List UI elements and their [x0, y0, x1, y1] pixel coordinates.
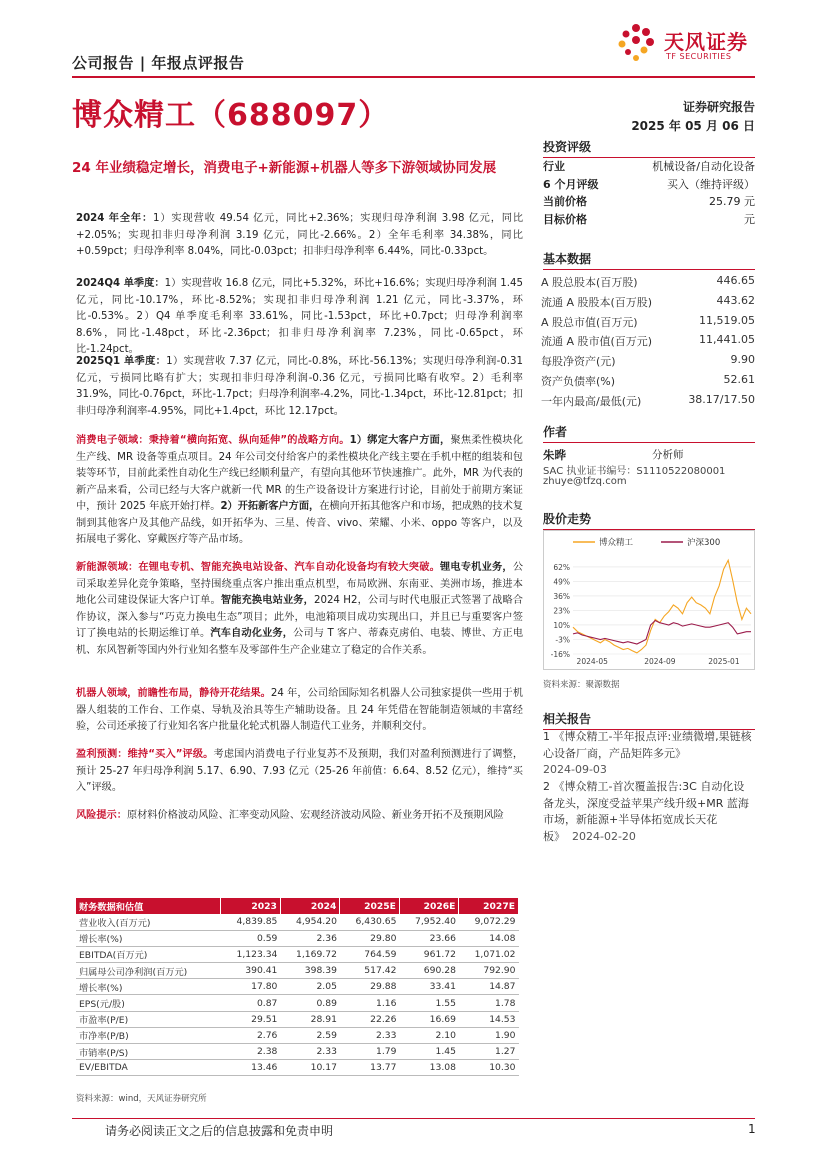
table-cell: 33.41: [399, 979, 459, 995]
rating-value: 元: [744, 212, 755, 226]
table-cell: 9,072.29: [459, 914, 519, 930]
chart-source: 资料来源：聚源数据: [543, 680, 620, 690]
table-cell: 961.72: [399, 946, 459, 962]
table-row: [76, 995, 519, 1011]
basic-data-value: 11,441.05: [699, 333, 755, 347]
basic-data-row: [541, 294, 755, 310]
table-row: [76, 979, 519, 995]
table-header: 2023: [221, 898, 281, 914]
basic-data-value: 38.17/17.50: [688, 392, 755, 406]
table-cell: 792.90: [459, 963, 519, 979]
table-cell: 29.80: [340, 930, 400, 946]
rating-value: 25.79 元: [709, 195, 755, 208]
table-cell: 2.59: [280, 1027, 340, 1043]
table-cell: 2.36: [280, 930, 340, 946]
y-tick-label: -3%: [555, 635, 570, 645]
table-cell: 1.78: [459, 995, 519, 1011]
basic-data-value: 11,519.05: [699, 313, 755, 327]
rating-row: [543, 158, 755, 174]
y-tick-label: 49%: [553, 577, 570, 587]
table-row-label: EBITDA(百万元): [76, 946, 221, 962]
basic-data-label: 流通 A 股股本(百万股): [541, 295, 653, 309]
y-tick-label: -16%: [550, 650, 570, 659]
y-tick-label: 23%: [553, 606, 570, 616]
table-row-label: 增长率(%): [76, 930, 221, 946]
table-row: [76, 946, 519, 962]
brand-logo: [614, 22, 764, 66]
table-cell: 0.87: [221, 995, 281, 1011]
risk-section: 风险提示：原材料价格波动风险、汇率变动风险、宏观经济波动风险、新业务开拓不及预期风险: [76, 810, 504, 821]
table-cell: 4,954.20: [280, 914, 340, 930]
table-header: 2026E: [399, 898, 459, 914]
table-cell: 2.33: [340, 1027, 400, 1043]
table-cell: 2.33: [280, 1044, 340, 1060]
brand-name-en: TF SECURITIES: [666, 52, 732, 61]
table-source: 资料来源：wind，天风证券研究所: [76, 1094, 207, 1104]
basic-data-value: 446.65: [716, 274, 755, 287]
basic-data-row: [541, 393, 755, 409]
table-row: [76, 963, 519, 979]
table-cell: 764.59: [340, 946, 400, 962]
basic-data-label: 流通 A 股市值(百万元): [541, 335, 653, 349]
basic-data-label: A 股总股本(百万股): [541, 276, 638, 289]
related-reports-title: 相关报告: [543, 710, 755, 730]
table-cell: 1.45: [399, 1044, 459, 1060]
table-cell: 14.08: [459, 930, 519, 946]
stock-chart-title: 股价走势: [543, 510, 755, 530]
legend-label: 博众精工: [599, 538, 634, 548]
basic-data-row: [541, 353, 755, 369]
table-cell: 10.17: [280, 1060, 340, 1076]
table-cell: 6,430.65: [340, 914, 400, 930]
author-title: 作者: [543, 423, 755, 443]
table-cell: 13.77: [340, 1060, 400, 1076]
author-email[interactable]: zhuye@tfzq.com: [543, 476, 627, 487]
y-tick-label: 36%: [553, 591, 570, 601]
table-row-label: EPS(元/股): [76, 995, 221, 1011]
rating-label: 6 个月评级: [543, 177, 599, 191]
author-role: 分析师: [652, 449, 684, 461]
table-row: [76, 1027, 519, 1043]
table-cell: 4,839.85: [221, 914, 281, 930]
basic-data-row: [541, 373, 755, 389]
basic-data-row: [541, 274, 755, 290]
summary-2025q1: 2025Q1 单季度：1）实现营收 7.37 亿元，同比-0.8%，环比-56.13%；实现归母净利润-0.31 亿元，亏损同比略有扩大；实现扣非归母净利润-0.36 亿元，亏损同比略有收窄。2）毛利率 31.9%，同比-0.76pct，环比-1.7pct；归母净利润率-4.2%，同比-1.34pct，环比-12.81pct；扣非归母净利润率-4.95%，同比+1.4pct，环比 12.17pct。: [76, 356, 524, 417]
table-cell: 13.46: [221, 1060, 281, 1076]
footer-divider: [72, 1118, 755, 1119]
table-cell: 1,123.34: [221, 946, 281, 962]
table-cell: 690.28: [399, 963, 459, 979]
brand-name: 天风证券: [664, 30, 748, 54]
report-type: 公司报告 | 年报点评报告: [72, 54, 245, 72]
table-cell: 7,952.40: [399, 914, 459, 930]
rating-label: 目标价格: [543, 212, 587, 226]
x-tick-label: 2025-01: [708, 657, 740, 666]
table-cell: 17.80: [221, 979, 281, 995]
table-row-label: 营业收入(百万元): [76, 914, 221, 930]
footer-disclaimer[interactable]: 请务必阅读正文之后的信息披露和免责申明: [105, 1124, 334, 1138]
table-cell: 1,071.02: [459, 946, 519, 962]
basic-data-label: 一年内最高/最低(元): [541, 394, 642, 408]
table-row-label: 市销率(P/S): [76, 1044, 221, 1060]
table-cell: 398.39: [280, 963, 340, 979]
basic-data-label: A 股总市值(百万元): [541, 315, 638, 329]
table-cell: 1.16: [340, 995, 400, 1011]
table-row-label: 市盈率(P/E): [76, 1011, 221, 1027]
table-header: 2027E: [459, 898, 519, 914]
rating-row: [543, 176, 755, 192]
table-header: 2025E: [340, 898, 400, 914]
table-cell: 1.27: [459, 1044, 519, 1060]
headline: 24 年业绩稳定增长，消费电子+新能源+机器人等多下游领域协同发展: [72, 160, 497, 176]
summary-2024: 2024 年全年：1）实现营收 49.54 亿元，同比+2.36%；实现归母净利润 3.98 亿元，同比+2.05%；实现扣非归母净利润 3.19 亿元，同比-2.66%。2）全年毛利率 34.38%，同比+0.59pct；归母净利率 8.04%，同比-0.03pct；扣非归母净利率 6.44%，同比-0.33pct。: [76, 213, 524, 257]
table-header: 2024: [280, 898, 340, 914]
table-cell: 1.55: [399, 995, 459, 1011]
table-cell: 1.79: [340, 1044, 400, 1060]
table-cell: 0.89: [280, 995, 340, 1011]
author-name: 朱晔: [543, 448, 566, 462]
table-cell: 2.38: [221, 1044, 281, 1060]
basic-data-label: 每股净资产(元): [541, 355, 616, 369]
new-energy-section: 新能源领域：在锂电专机、智能充换电站设备、汽车自动化设备均有较大突破。锂电专机业务，公司采取差异化竞争策略，坚持围绕重点客户推出重点机型，布局欧洲、东南亚、美洲市场，推进本地化公司建设保证大客户订单。智能充换电站业务，2024 H2，公司与时代电服正式签署了战略合作协议，深入参与“巧克力换电生态”项目；此外，电池箱项目成功实现出口，并且已与重要客户签订了换电站的长期运维订单。汽车自动化业务，公司与 T 客户、蒂森克虏伯、电装、博世、方正电机、东风智新等国内外行业知名整车及零部件生产企业建立了稳定的合作关系。: [76, 562, 524, 656]
rating-value: 买入（维持评级）: [667, 177, 755, 191]
financial-data-table: [76, 898, 519, 1076]
rating-label: 当前价格: [543, 195, 587, 208]
related-report-2[interactable]: 2 《博众精工-首次覆盖报告:3C 自动化设备龙头，深度受益苹果产线升级+MR 蓝海市场，新能源+半导体拓宽成长天花板》 2024-02-20: [543, 780, 749, 843]
basic-data-label: 资产负债率(%): [541, 375, 616, 388]
stock-price-chart: [543, 530, 755, 670]
table-cell: 0.59: [221, 930, 281, 946]
x-tick-label: 2024-05: [576, 657, 608, 666]
table-cell: 28.91: [280, 1011, 340, 1027]
table-cell: 14.53: [459, 1011, 519, 1027]
report-date: 2025 年 05 月 06 日: [631, 119, 755, 133]
table-cell: 2.76: [221, 1027, 281, 1043]
table-cell: 390.41: [221, 963, 281, 979]
basic-data-row: [541, 314, 755, 330]
basic-data-value: 443.62: [716, 293, 755, 307]
table-row: [76, 1011, 519, 1027]
table-cell: 1,169.72: [280, 946, 340, 962]
report-kind: 证券研究报告: [682, 100, 755, 114]
author-cert: SAC 执业证书编号：S1110522080001: [543, 466, 726, 477]
table-row: [76, 914, 519, 930]
robotics-section: 机器人领域，前瞻性布局，静待开花结果。24 年，公司给国际知名机器人公司独家提供一些用于机器人组装的工作台、工作桌、导轨及治具等生产辅助设备。且 24 年凭借在智能制造领域的丰富经验，公司还承接了行业知名客户批量化轮式机器人制造代工业务，并顺利交付。: [76, 688, 524, 732]
company-title: 博众精工（688097）: [72, 98, 390, 133]
basic-data-value: 52.61: [723, 373, 755, 386]
table-row-label: 增长率(%): [76, 979, 221, 995]
table-row: [76, 930, 519, 946]
table-cell: 10.30: [459, 1060, 519, 1076]
table-header: 财务数据和估值: [76, 898, 221, 914]
table-row: [76, 1060, 519, 1076]
table-cell: 13.08: [399, 1060, 459, 1076]
table-cell: 29.51: [221, 1011, 281, 1027]
rating-value: 机械设备/自动化设备: [652, 160, 755, 173]
x-tick-label: 2024-09: [644, 657, 676, 666]
table-row-label: 归属母公司净利润(百万元): [76, 963, 221, 979]
chart-frame: [544, 531, 755, 670]
page-number: 1: [748, 1122, 756, 1136]
table-cell: 1.90: [459, 1027, 519, 1043]
basic-data-row: [541, 333, 755, 349]
basic-data-value: 9.90: [730, 353, 755, 367]
summary-2024q4: 2024Q4 单季度：1）实现营收 16.8 亿元，同比+5.32%，环比+16.6%；实现归母净利润 1.45 亿元，同比-10.17%，环比-8.52%；实现扣非归母净利润 1.21 亿元，同比-3.37%，环比-0.53%。2）Q4 单季度毛利率 33.61%，同比-1.53pct，环比+0.7pct；归母净利润率 8.6%，同比-1.48pct，环比-2.36pct；扣非归母净利润率 7.23%，同比-0.65pct，环比-1.24pct。: [76, 278, 523, 355]
logo-dots-icon: [614, 22, 658, 66]
table-cell: 22.26: [340, 1011, 400, 1027]
table-row: [76, 1044, 519, 1060]
rating-row: [543, 193, 755, 209]
table-row-label: EV/EBITDA: [76, 1060, 221, 1076]
forecast-section: 盈利预测：维持“买入”评级。考虑国内消费电子行业复苏不及预期，我们对盈利预测进行了调整，预计 25-27 年归母净利润 5.17、6.90、7.93 亿元（25-26 年前值：6.64、8.52 亿元），维持“买入”评级。: [76, 749, 524, 793]
legend-label: 沪深300: [687, 538, 721, 548]
table-cell: 2.10: [399, 1027, 459, 1043]
rating-label: 行业: [543, 160, 565, 173]
related-report-1[interactable]: 1 《博众精工-半年报点评:业绩微增,果链核心设备厂商，产品矩阵多元》 2024-09-03: [543, 730, 752, 776]
basic-data-title: 基本数据: [543, 250, 755, 270]
y-tick-label: 62%: [553, 562, 570, 572]
table-cell: 14.87: [459, 979, 519, 995]
y-tick-label: 10%: [553, 620, 570, 630]
table-cell: 517.42: [340, 963, 400, 979]
table-cell: 23.66: [399, 930, 459, 946]
header-divider: [72, 76, 755, 78]
table-cell: 2.05: [280, 979, 340, 995]
series-line: [573, 621, 751, 645]
rating-title: 投资评级: [543, 138, 755, 158]
table-cell: 16.69: [399, 1011, 459, 1027]
table-row-label: 市净率(P/B): [76, 1027, 221, 1043]
consumer-electronics-section: 消费电子领域：秉持着“横向拓宽、纵向延伸”的战略方向。1）绑定大客户方面，聚焦柔性模块化生产线、MR 设备等重点项目。24 年公司交付给客户的柔性模块化产线主要在手机中框的组装和包装等环节，目前此柔性自动化生产线已经顺利量产，有望向其他环节快速推广。此外，MR 为代表的新产品来看，公司已经与大客户就新一代 MR 的生产设备设计方案进行讨论，目前处于前期方案证中，预计 2025 年底开始打样。2）开拓新客户方面，在横向开拓其他客户和市场，把成熟的技术复制到其他客户及其他产品线，如开拓华为、三星、传音、vivo、荣耀、小米、oppo 等客户，以及拓展电子雾化、穿戴医疗等产品市场。: [76, 435, 523, 545]
rating-row: [543, 211, 755, 227]
table-cell: 29.88: [340, 979, 400, 995]
